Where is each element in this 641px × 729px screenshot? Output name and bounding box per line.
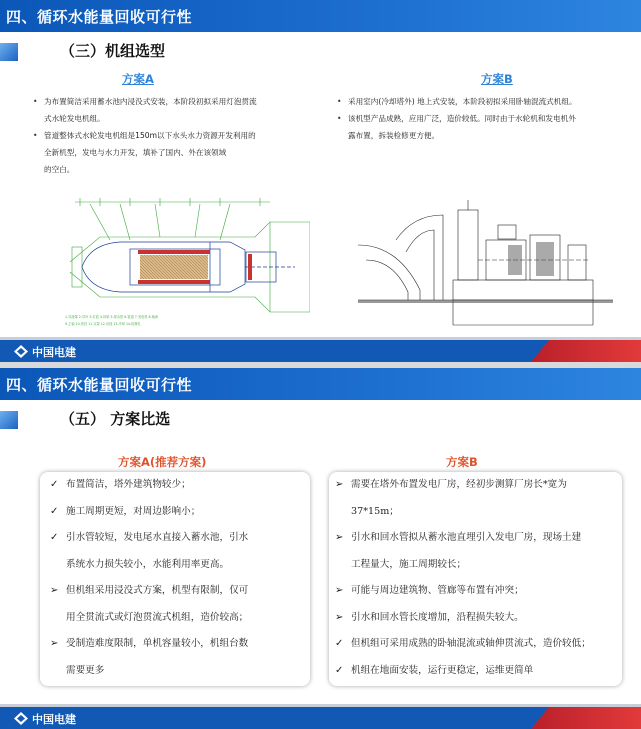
scheme-b-heading: 方案B: [481, 72, 513, 86]
option-b-item: ✓ 但机组可采用成熟的卧轴混流或轴伸贯流式，造价较低；: [335, 638, 591, 649]
scheme-b-bullets: [334, 93, 634, 144]
option-b-item: ➢ 引水和回水管长度增加，沿程损失较大。: [335, 611, 524, 623]
option-a-item: ➢ 受制造难度限制，单机容量较小，机组台数 需要更多: [50, 638, 249, 676]
slide-unit-selection: [0, 0, 641, 362]
footer-logo: 中国电建: [14, 711, 76, 727]
option-a-item: ✓ 引水管较短，发电尾水直接入蓄水池，引水 系统水力损失较小，水能利用率更高。: [50, 532, 249, 570]
scheme-b-bullet: • 该机型产品成熟，应用广泛，造价较低。同时由于水轮机和发电机外 露布置，拆装检修更方便。: [334, 110, 634, 144]
option-b-card: [329, 472, 622, 686]
scheme-a-bullet: • 管道整体式水轮发电机组是150m以下水头水力资源开发利用的 全新机型，发电与水力开发，填补了国内、外在该领域 的空白。: [30, 127, 310, 178]
scheme-a-bullet: • 为布置简洁采用蓄水池内浸没式安装，本阶段初拟采用灯泡贯流 式水轮发电机组。: [30, 93, 310, 127]
option-b-item: ➢ 引水和回水管拟从蓄水池直埋引入发电厂房，现场土建 工程量大，施工周期较长；: [335, 532, 582, 570]
powerchina-logo-icon: [14, 345, 28, 358]
drawing-legend-line: 9-主轴 10-密封 11-支架 12-出线 13-冷却 14-检修孔: [65, 322, 141, 326]
option-a-item: ✓ 施工周期更短，对周边影响小；: [50, 505, 201, 517]
subsection-title: （三）机组选型: [60, 42, 166, 60]
scheme-a-heading: 方案A: [122, 72, 154, 86]
option-a-heading: 方案A(推荐方案): [118, 455, 207, 469]
option-b-item: ✓ 机组在地面安装，运行更稳定，运维更简单: [335, 664, 534, 676]
option-a-item: ✓ 布置简洁，塔外建筑物较少；: [50, 479, 191, 490]
option-b-item: ➢ 可能与周边建筑物、管廊等布置有冲突；: [335, 585, 524, 596]
footer-bar: [0, 707, 641, 729]
option-a-item: ➢ 但机组采用浸没式方案，机型有限制，仅可 用全贯流式或灯泡贯流式机组，造价较高；: [50, 585, 249, 623]
option-b-list: [335, 472, 620, 684]
option-a-card: [40, 472, 310, 686]
section-title-bar: [0, 0, 641, 32]
bulb-turbine-drawing: [60, 192, 310, 332]
drawing-legend-line: 1-导流罩 2-导叶 3-灯泡 4-转轮 5-尾水管 6-管道 7-发电机 8-轴承: [65, 315, 159, 319]
francis-unit-drawing: [358, 200, 613, 330]
section-title: 四、循环水能量回收可行性: [6, 8, 193, 26]
subsection-marker-icon: [0, 43, 18, 61]
powerchina-logo-icon: [14, 712, 28, 725]
subsection-title: （五） 方案比选: [60, 410, 171, 428]
section-title-bar: [0, 368, 641, 400]
section-title: 四、循环水能量回收可行性: [6, 376, 193, 394]
option-b-heading: 方案B: [446, 455, 478, 469]
option-a-list: [50, 472, 305, 684]
footer-bar: [0, 340, 641, 362]
scheme-b-bullet: • 采用室内(冷却塔外) 地上式安装，本阶段初拟采用卧轴混流式机组。: [334, 93, 634, 110]
option-b-item: ➢ 需要在塔外布置发电厂房，经初步测算厂房长*宽为 37*15m；: [335, 479, 567, 517]
slide-scheme-comparison: [0, 368, 641, 729]
scheme-a-bullets: [30, 93, 310, 178]
footer-logo: 中国电建: [14, 344, 76, 360]
subsection-marker-icon: [0, 411, 18, 429]
